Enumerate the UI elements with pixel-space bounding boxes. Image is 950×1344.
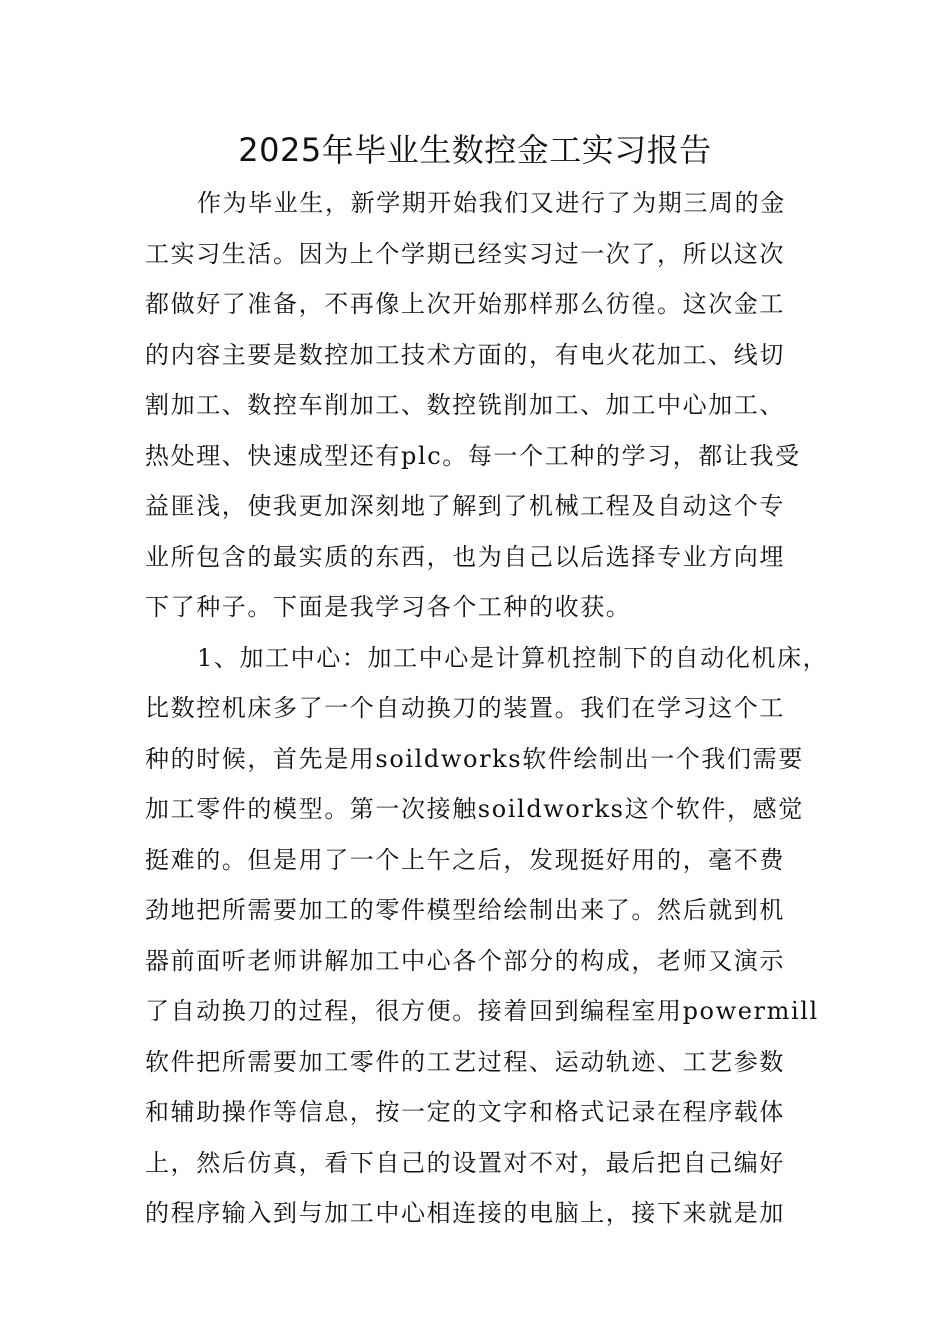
- paragraph-line: 的程序输入到与加工中心相连接的电脑上，接下来就是加: [145, 1199, 785, 1227]
- paragraph-line: 的内容主要是数控加工技术方面的，有电火花加工、线切: [145, 340, 785, 369]
- paragraph-line: 比数控机床多了一个自动换刀的装置。我们在学习这个工: [145, 694, 785, 722]
- paragraph-line: 挺难的。但是用了一个上午之后，发现挺好用的，毫不费: [145, 845, 785, 874]
- paragraph-line: 和辅助操作等信息，按一定的文字和格式记录在程序载体: [145, 1098, 785, 1126]
- paragraph-line: 益匪浅，使我更加深刻地了解到了机械工程及自动这个专: [145, 492, 785, 520]
- paragraph-line: 器前面听老师讲解加工中心各个部分的构成，老师又演示: [145, 946, 785, 975]
- paragraph-line: 工实习生活。因为上个学期已经实习过一次了，所以这次: [145, 239, 785, 268]
- paragraph-line: 都做好了准备，不再像上次开始那样那么彷徨。这次金工: [145, 290, 785, 318]
- paragraph-line: 软件把所需要加工零件的工艺过程、运动轨迹、工艺参数: [145, 1047, 785, 1076]
- page-title: 2025年毕业生数控金工实习报告: [238, 131, 712, 169]
- paragraph-line: 作为毕业生，新学期开始我们又进行了为期三周的金: [197, 189, 786, 217]
- paragraph-line: 种的时候，首先是用soildworks软件绘制出一个我们需要: [145, 744, 804, 773]
- paragraph-line: 加工零件的模型。第一次接触soildworks这个软件，感觉: [145, 795, 804, 823]
- paragraph-line: 上，然后仿真，看下自己的设置对不对，最后把自己编好: [145, 1148, 785, 1177]
- paragraph-line: 下了种子。下面是我学习各个工种的收获。: [145, 593, 632, 621]
- paragraph-line: 劲地把所需要加工的零件模型给绘制出来了。然后就到机: [145, 896, 785, 924]
- paragraph-line: 1、加工中心：加工中心是计算机控制下的自动化机床，: [197, 643, 829, 672]
- body-text: [145, 178, 829, 1239]
- paragraph-line: 热处理、快速成型还有plc。每一个工种的学习，都让我受: [145, 441, 801, 470]
- paragraph-line: 业所包含的最实质的东西，也为自己以后选择专业方向埋: [145, 542, 785, 571]
- paragraph-line: 了自动换刀的过程，很方便。接着回到编程室用powermill: [145, 997, 819, 1025]
- paragraph-line: 割加工、数控车削加工、数控铣削加工、加工中心加工、: [145, 391, 785, 419]
